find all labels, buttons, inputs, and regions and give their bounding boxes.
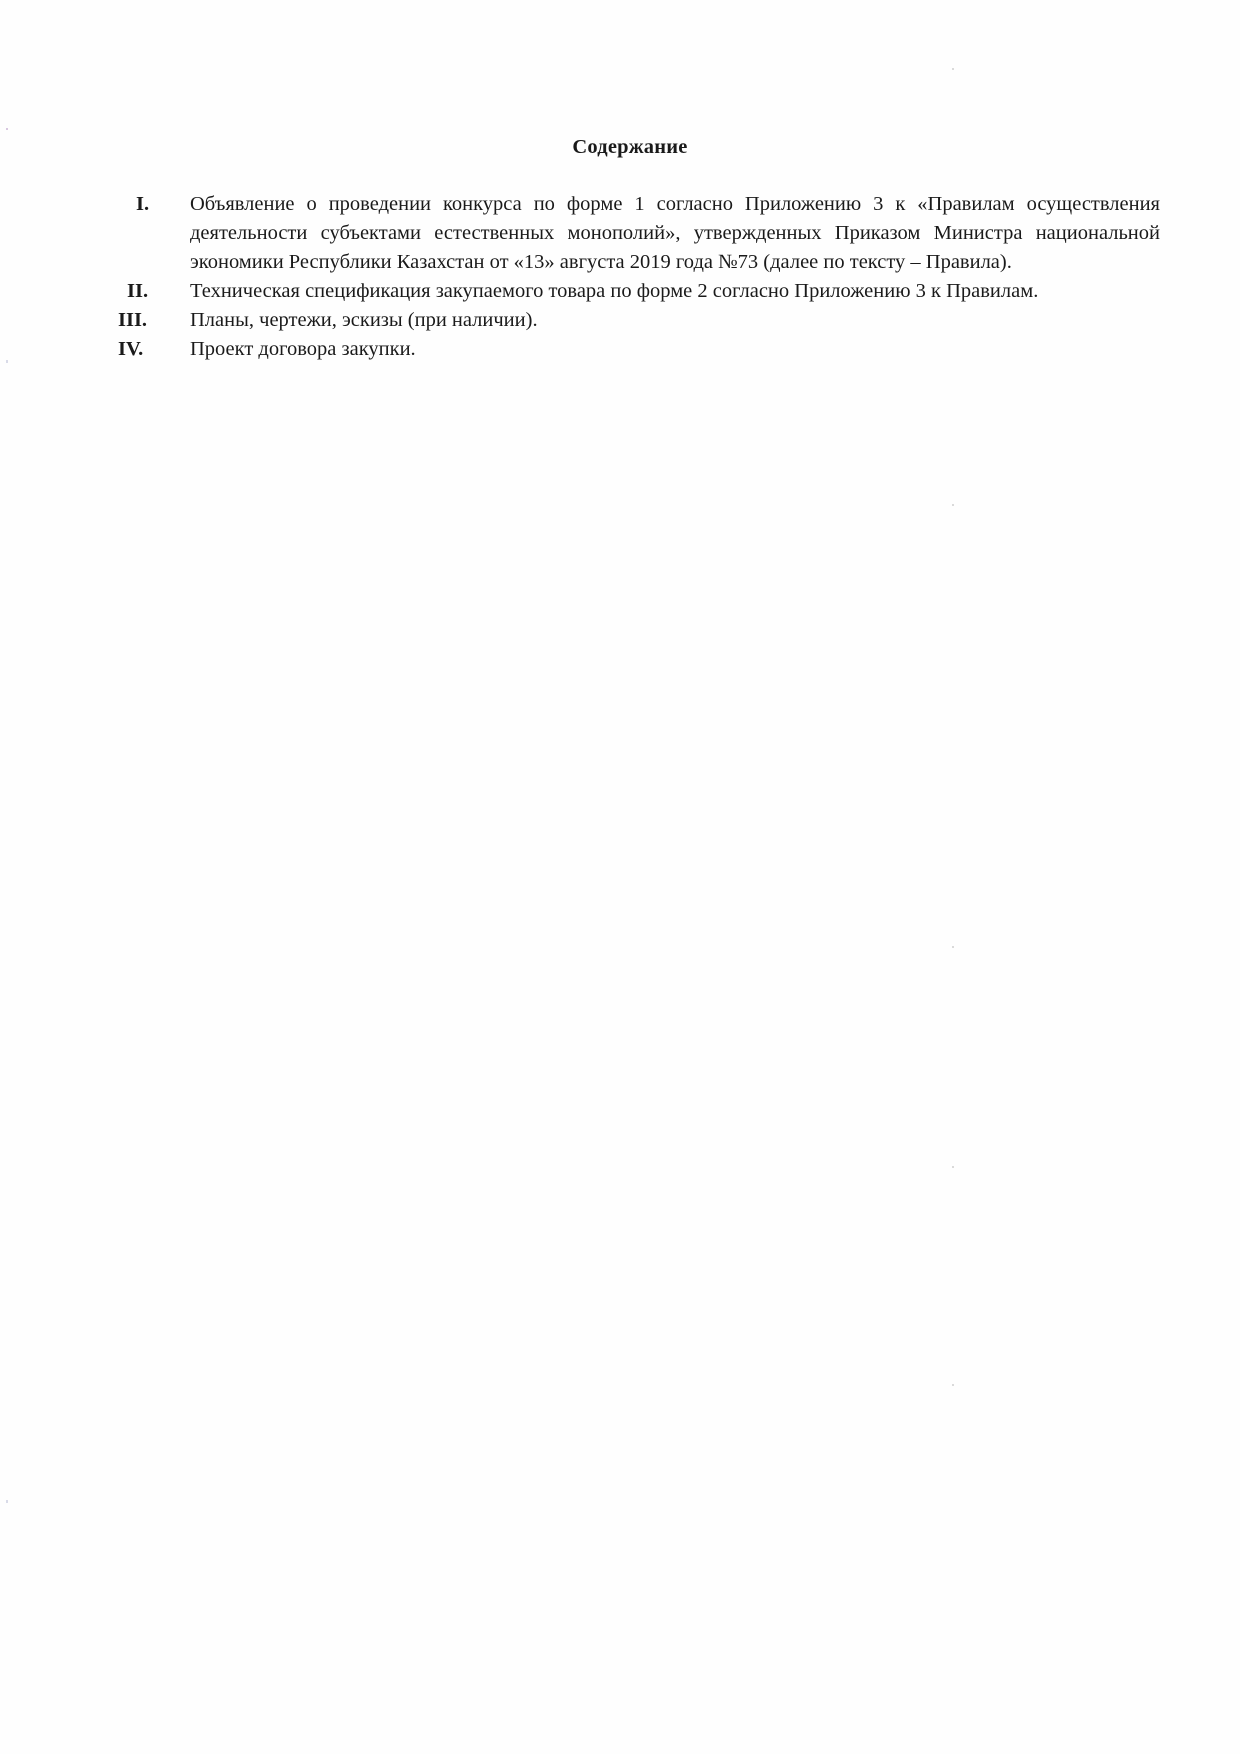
toc-item-text: Техническая спецификация закупаемого товара по форме 2 согласно Приложению 3 к Правилам. xyxy=(190,280,1039,302)
toc-item-number: IV. xyxy=(118,338,144,360)
scan-artifact xyxy=(952,68,954,70)
table-of-contents xyxy=(118,190,1160,364)
toc-item-text: Проект договора закупки. xyxy=(190,338,416,360)
toc-item xyxy=(118,306,1160,335)
scan-artifact xyxy=(6,360,8,363)
scan-artifact xyxy=(6,1500,8,1503)
toc-item-number: II. xyxy=(127,280,149,302)
toc-item-text: Объявление о проведении конкурса по форме 1 согласно Приложению 3 к «Правилам осуществления деятельности субъектами естественных монополий», утвержденных Приказом Министра национальной экономики Республики Казахстан от «13» августа 2019 года №73 (далее по тексту – Правила). xyxy=(190,193,1160,273)
page-title: Содержание xyxy=(572,136,688,158)
scan-artifact xyxy=(952,1166,954,1168)
scan-artifact xyxy=(952,504,954,506)
scan-artifact xyxy=(952,1384,954,1386)
toc-item xyxy=(118,335,1160,364)
toc-item-text: Планы, чертежи, эскизы (при наличии). xyxy=(190,309,538,331)
toc-item xyxy=(118,190,1160,277)
toc-item-number: III. xyxy=(118,309,148,331)
toc-item-number: I. xyxy=(136,193,150,215)
scan-artifact xyxy=(952,946,954,948)
toc-item xyxy=(118,277,1160,306)
scan-artifact xyxy=(6,128,8,130)
